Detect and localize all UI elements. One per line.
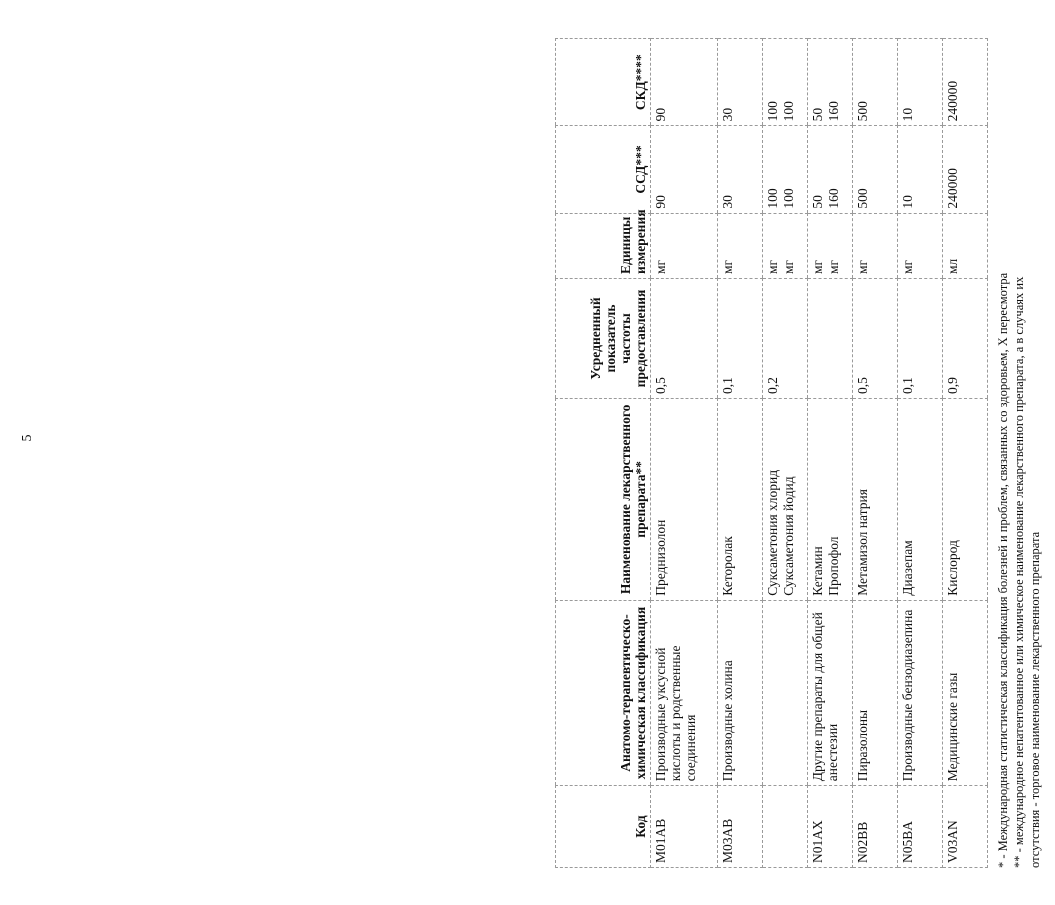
cell-skd-value: 160 [826,101,841,122]
cell-atc: Производные бензодиазепина [898,600,943,785]
cell-drug-value: Суксаметония йодид [781,476,796,596]
table-row [808,39,853,868]
table-row [943,39,988,868]
cell-frequency [898,279,943,399]
cell-code: M01AB [651,786,718,868]
cell-drug-value: Кетамин [810,546,825,596]
cell-unit [763,213,808,278]
cell-drug [898,399,943,601]
cell-drug-value: Пропофол [826,536,841,596]
cell-ssd [651,126,718,213]
cell-code: M03AB [718,786,763,868]
cell-ssd-value: 500 [855,188,870,209]
cell-drug-value: Суксаметония хлорид [765,469,780,596]
cell-unit [718,213,763,278]
cell-drug [853,399,898,601]
cell-ssd [808,126,853,213]
cell-drug-value: Диазепам [900,540,915,596]
cell-frequency-value: 0,1 [720,377,735,394]
cell-ssd-value: 50 [810,195,825,209]
cell-unit [808,213,853,278]
table-row [898,39,943,868]
cell-unit [943,213,988,278]
footnotes [995,38,1043,868]
header-drug: Наименование лекарственного препарата** [556,399,651,601]
cell-unit-value: мг [720,259,735,275]
table-header-row [556,39,651,868]
cell-atc: Производные холина [718,600,763,785]
cell-ssd-value: 240000 [945,168,960,209]
cell-atc: Производные уксусной кислоты и родственные соединения [651,600,718,785]
cell-ssd [898,126,943,213]
cell-code [763,786,808,868]
cell-unit-value: мг [810,259,825,275]
cell-drug-value: Метамизол натрия [855,489,870,596]
footnote-2: ** - международное непатентованное или химическое наименование лекарственного препарата, а в случаях их [1012,276,1026,868]
cell-unit-value: мг [653,259,668,275]
cell-skd [853,39,898,126]
cell-skd [898,39,943,126]
cell-unit-value: мг [900,259,915,275]
cell-ssd-value: 160 [826,188,841,209]
cell-unit-value: мл [945,258,960,275]
cell-skd-value: 100 [781,101,796,122]
cell-drug-value: Кислород [945,540,960,596]
cell-frequency [853,279,898,399]
page-number: 5 [20,434,35,442]
header-ssd: ССД*** [556,126,651,213]
cell-skd [718,39,763,126]
cell-ssd-value: 100 [765,188,780,209]
cell-drug [943,399,988,601]
cell-drug-value: Преднизолон [653,519,668,596]
footnote-3: отсутствия - торговое наименование лекарственного препарата [1028,531,1042,868]
header-atc: Анатомо-терапевтическо-химическая классификация [556,600,651,785]
cell-frequency-value: 0,2 [765,377,780,394]
cell-skd-value: 90 [653,107,668,122]
cell-code: V03AN [943,786,988,868]
table-row [853,39,898,868]
header-unit: Единицы измерения [556,213,651,278]
header-code: Код [556,786,651,868]
cell-skd-value: 240000 [945,80,960,122]
cell-unit-value: мг [765,259,780,275]
cell-unit-value: мг [855,259,870,275]
cell-code: N05BA [898,786,943,868]
table-row [763,39,808,868]
cell-ssd [943,126,988,213]
cell-skd [943,39,988,126]
cell-ssd-value: 100 [781,188,796,209]
table-body [651,39,988,868]
cell-skd [763,39,808,126]
cell-unit [853,213,898,278]
cell-skd-value: 500 [855,101,870,122]
drug-table [555,38,988,868]
cell-drug-value: Кеторолак [720,536,735,596]
cell-unit [651,213,718,278]
header-skd: СКД**** [556,39,651,126]
cell-unit-value: мг [826,259,841,275]
cell-atc: Другие препараты для общей анестезии [808,600,853,785]
cell-drug [808,399,853,601]
cell-atc [763,600,808,785]
cell-drug [651,399,718,601]
cell-frequency [718,279,763,399]
cell-ssd [763,126,808,213]
cell-frequency [763,279,808,399]
cell-skd [808,39,853,126]
cell-skd-value: 50 [810,107,825,122]
cell-skd-value: 100 [765,101,780,122]
cell-frequency [651,279,718,399]
cell-unit-value: мг [781,259,796,275]
header-frequency: Усредненный показатель частоты предоставления [556,279,651,399]
cell-frequency-value: 0,1 [900,377,915,394]
cell-frequency [943,279,988,399]
table-row [651,39,718,868]
table-row [718,39,763,868]
cell-frequency-value: 0,5 [653,377,668,394]
cell-skd [651,39,718,126]
cell-atc: Медицинские газы [943,600,988,785]
cell-frequency [808,279,853,399]
cell-drug [718,399,763,601]
landscape-content [555,38,1055,868]
cell-ssd [853,126,898,213]
cell-code: N02BB [853,786,898,868]
footnote-1: * - Международная статистическая классификация болезней и проблем, связанных со здоровьем, X пересмотра [996,272,1010,868]
cell-frequency-value: 0,9 [945,377,960,394]
cell-atc: Пиразолоны [853,600,898,785]
cell-skd-value: 10 [900,107,915,122]
cell-drug [763,399,808,601]
cell-ssd-value: 30 [720,195,735,209]
cell-code: N01AX [808,786,853,868]
cell-ssd-value: 90 [653,195,668,209]
cell-ssd-value: 10 [900,195,915,209]
cell-ssd [718,126,763,213]
cell-unit [898,213,943,278]
cell-skd-value: 30 [720,107,735,122]
cell-frequency-value: 0,5 [855,377,870,394]
